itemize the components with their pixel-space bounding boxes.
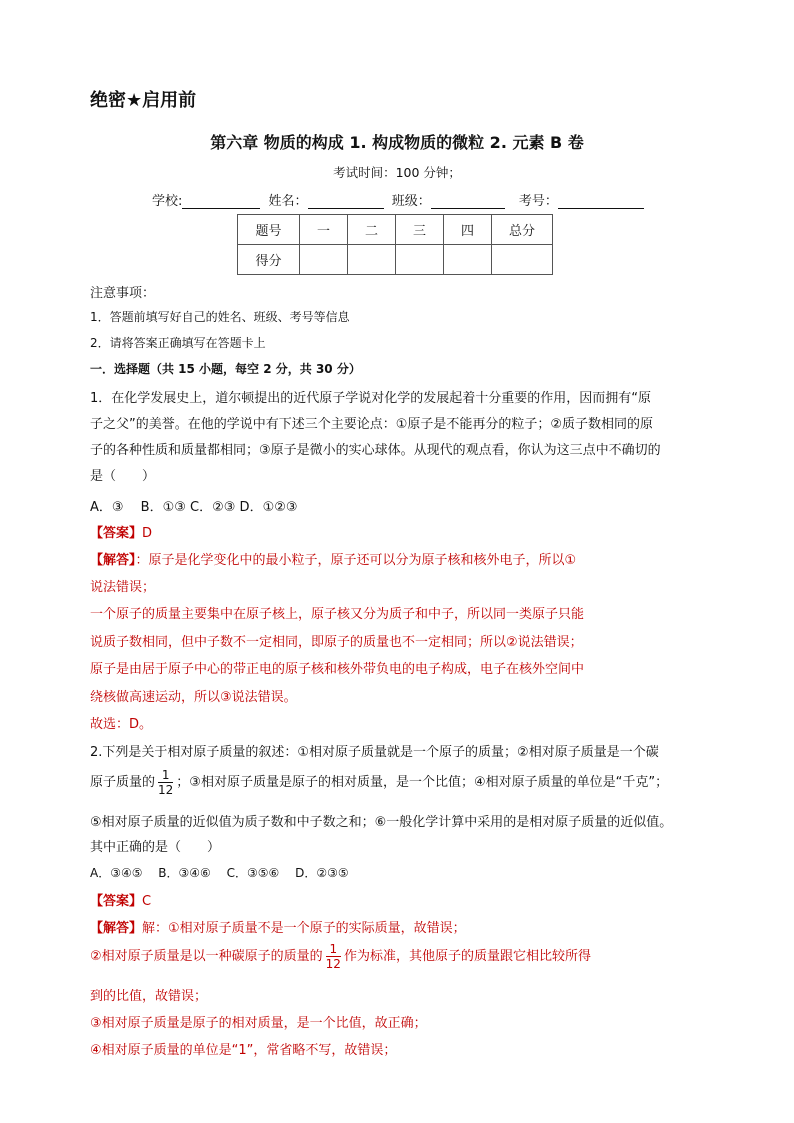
q2-analysis-line: 到的比值，故错误；: [90, 989, 208, 1004]
q2-stem-line: 其中正确的是（ ）: [90, 840, 221, 855]
score-cell: 三: [396, 215, 444, 245]
class-label: 班级：: [391, 194, 431, 209]
fraction-numerator: 1: [158, 768, 173, 783]
name-label: 姓名：: [268, 194, 308, 209]
q2-stem-line: ⑤相对原子质量的近似值为质子数和中子数之和；⑥一般化学计算中采用的是相对原子质量的近似值。: [90, 815, 673, 830]
score-cell: 二: [348, 215, 396, 245]
fraction-one-twelfth: [158, 768, 173, 797]
q1-stem-line: 子的各种性质和质量都相同；③原子是微小的实心球体。从现代的观点看，你认为这三点中不确切的: [90, 443, 661, 458]
q2-stem-line: [90, 768, 668, 797]
score-cell: 题号: [238, 215, 300, 245]
score-input-cell[interactable]: [492, 245, 553, 275]
q2-analysis-line: ③相对原子质量是原子的相对质量，是一个比值，故正确；: [90, 1016, 427, 1031]
q1-analysis-line: [90, 549, 576, 568]
q1-options: A．③ B．①③ C．②③ D．①②③: [90, 500, 298, 515]
fraction-denominator: 12: [158, 783, 174, 797]
paper-title: 第六章 物质的构成 1. 构成物质的微粒 2. 元素 B 卷: [210, 133, 584, 152]
answer-label: 【答案】: [90, 894, 143, 909]
analysis-text: ②相对原子质量是以一种碳原子的质量的: [90, 949, 323, 964]
score-cell: 得分: [238, 245, 300, 275]
score-input-cell[interactable]: [300, 245, 348, 275]
q1-analysis-line: 原子是由居于原子中心的带正电的原子核和核外带负电的电子构成，电子在核外空间中: [90, 662, 585, 677]
q1-analysis-line: 说法错误；: [90, 580, 156, 595]
answer-label: 【答案】: [90, 526, 143, 541]
q2-stem-line: 2.下列是关于相对原子质量的叙述：①相对原子质量就是一个原子的质量；②相对原子质量是一个碳: [90, 745, 659, 760]
score-input-cell[interactable]: [396, 245, 444, 275]
q1-stem-line: 是（ ）: [90, 469, 156, 484]
score-cell: 总分: [492, 215, 553, 245]
q2-stem-text: ；③相对原子质量是原子的相对质量，是一个比值；④相对原子质量的单位是“千克”；: [176, 775, 669, 790]
note-item: 1．答题前填写好自己的姓名、班级、考号等信息: [90, 310, 350, 324]
analysis-label: 【解答】: [90, 553, 136, 568]
q1-answer: [90, 522, 152, 541]
score-table: [237, 214, 553, 275]
analysis-label: 【解答】: [90, 921, 143, 936]
q2-analysis-line: [90, 942, 591, 971]
student-info-line: [152, 190, 644, 209]
notes-title: 注意事项：: [90, 286, 156, 301]
score-input-cell[interactable]: [348, 245, 396, 275]
fraction-denominator: 12: [325, 957, 341, 971]
fraction-one-twelfth: [326, 942, 341, 971]
q1-choose: 故选：D。: [90, 717, 153, 732]
analysis-text: 作为标准，其他原子的质量跟它相比较所得: [343, 949, 591, 964]
answer-value: D: [142, 526, 153, 541]
analysis-text: ：原子是化学变化中的最小粒子，原子还可以分为原子核和核外电子，所以①: [135, 553, 577, 568]
q1-analysis-line: 一个原子的质量主要集中在原子核上，原子核又分为质子和中子，所以同一类原子只能: [90, 607, 585, 622]
answer-value: C: [142, 894, 152, 909]
q2-stem-text: 原子质量的: [90, 775, 156, 790]
q2-analysis-line: [90, 917, 466, 936]
school-label: 学校:: [152, 194, 183, 209]
note-item: 2．请将答案正确填写在答题卡上: [90, 336, 266, 350]
secret-label: 绝密★启用前: [90, 90, 197, 111]
q1-analysis-line: 绕核做高速运动，所以③说法错误。: [90, 690, 297, 705]
id-label: 考号：: [518, 194, 558, 209]
class-blank[interactable]: [431, 194, 505, 209]
score-input-cell[interactable]: [444, 245, 492, 275]
analysis-text: 解：①相对原子质量不是一个原子的实际质量，故错误；: [142, 921, 466, 936]
name-blank[interactable]: [308, 194, 384, 209]
q1-stem-line: 子之父”的美誉。在他的学说中有下述三个主要论点：①原子是不能再分的粒子；②质子数相同的原: [90, 417, 654, 432]
score-cell: 四: [444, 215, 492, 245]
fraction-numerator: 1: [326, 942, 341, 957]
q2-analysis-line: ④相对原子质量的单位是“1”，常省略不写，故错误；: [90, 1043, 397, 1058]
school-blank[interactable]: [182, 194, 260, 209]
q2-options: A．③④⑤ B．③④⑥ C．③⑤⑥ D．②③⑤: [90, 866, 349, 880]
q1-analysis-line: 说质子数相同，但中子数不一定相同，即原子的质量也不一定相同；所以②说法错误；: [90, 635, 583, 650]
section-title: 一．选择题（共 15 小题，每空 2 分，共 30 分）: [90, 362, 361, 376]
id-blank[interactable]: [558, 194, 644, 209]
score-table-header-row: [238, 215, 553, 245]
score-cell: 一: [300, 215, 348, 245]
q2-answer: [90, 890, 151, 909]
q1-stem-line: 1．在化学发展史上，道尔顿提出的近代原子学说对化学的发展起着十分重要的作用，因而拥有“原: [90, 391, 652, 406]
score-table-score-row: [238, 245, 553, 275]
exam-time: 考试时间：100 分钟；: [333, 165, 461, 180]
